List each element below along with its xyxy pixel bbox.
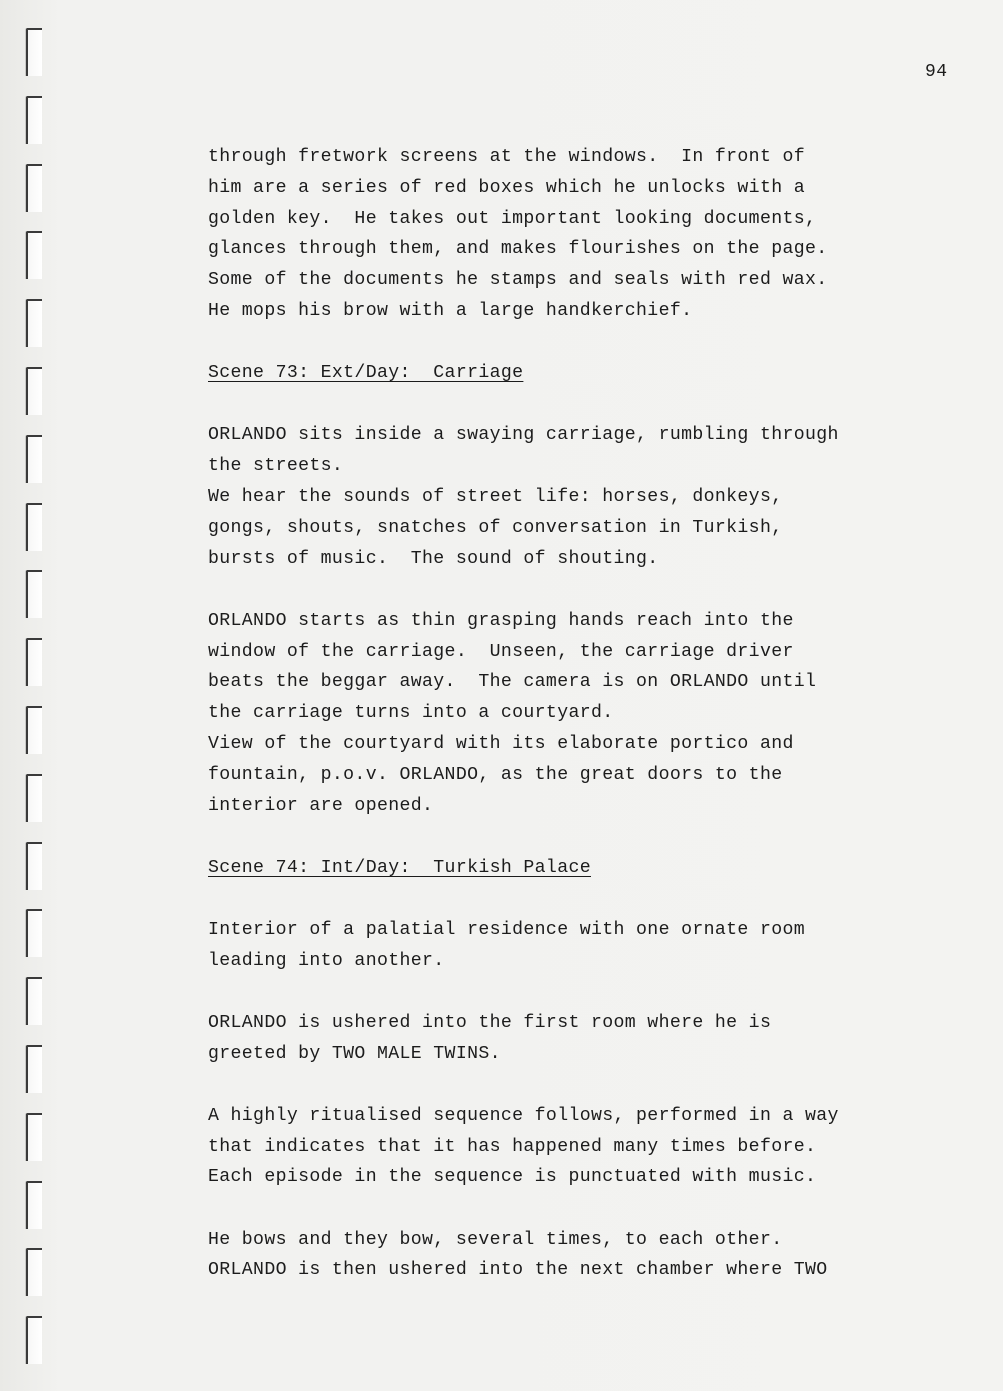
binding-hole xyxy=(26,842,42,890)
action-paragraph xyxy=(208,1008,898,1070)
text-line: fountain, p.o.v. ORLANDO, as the great doors to the xyxy=(208,764,783,785)
text-line: interior are opened. xyxy=(208,795,434,816)
paragraph-gap xyxy=(208,1193,898,1224)
paragraph-gap xyxy=(208,389,898,420)
binding-hole xyxy=(26,1045,42,1093)
text-line: glances through them, and makes flourishes on the page. xyxy=(208,239,828,260)
text-line: him are a series of red boxes which he unlocks with a xyxy=(208,177,806,198)
text-line: gongs, shouts, snatches of conversation in Turkish, xyxy=(208,517,783,538)
scene-heading: Scene 74: Int/Day: Turkish Palace xyxy=(208,857,591,878)
text-line: greeted by TWO MALE TWINS. xyxy=(208,1043,501,1064)
text-line: that indicates that it has happened many times before. xyxy=(208,1136,817,1157)
action-paragraph xyxy=(208,1101,898,1193)
action-paragraph xyxy=(208,420,898,574)
text-line: through fretwork screens at the windows. In front of xyxy=(208,147,806,167)
binding-hole xyxy=(26,570,42,618)
binding-hole xyxy=(26,909,42,957)
binding-hole xyxy=(26,231,42,279)
scene-heading: Scene 73: Ext/Day: Carriage xyxy=(208,363,524,384)
binding-hole xyxy=(26,774,42,822)
paragraph-gap xyxy=(208,574,898,605)
text-line: the carriage turns into a courtyard. xyxy=(208,703,614,724)
text-line: View of the courtyard with its elaborate portico and xyxy=(208,733,794,754)
binding-hole xyxy=(26,299,42,347)
text-line: He bows and they bow, several times, to each other. xyxy=(208,1229,783,1250)
binding-hole xyxy=(26,503,42,551)
text-line: leading into another. xyxy=(208,950,445,971)
text-line: golden key. He takes out important looking documents, xyxy=(208,208,817,229)
binding-hole xyxy=(26,28,42,76)
paragraph-gap xyxy=(208,1069,898,1100)
text-line: ORLANDO sits inside a swaying carriage, rumbling through xyxy=(208,425,839,446)
paragraph-gap xyxy=(208,884,898,915)
paragraph-gap xyxy=(208,976,898,1007)
binding-holes xyxy=(0,0,60,1391)
text-line: He mops his brow with a large handkerchief. xyxy=(208,300,693,321)
text-line: A highly ritualised sequence follows, performed in a way xyxy=(208,1105,839,1126)
page-number: 94 xyxy=(925,62,948,82)
text-line: Each episode in the sequence is punctuated with music. xyxy=(208,1167,817,1188)
script-content xyxy=(208,142,898,1286)
text-line: ORLANDO is ushered into the first room where he is xyxy=(208,1012,772,1033)
binding-hole xyxy=(26,638,42,686)
text-line: bursts of music. The sound of shouting. xyxy=(208,548,659,569)
binding-hole xyxy=(26,367,42,415)
action-paragraph xyxy=(208,1225,898,1287)
action-paragraph xyxy=(208,142,898,327)
binding-hole xyxy=(26,1316,42,1364)
paragraph-gap xyxy=(208,821,898,852)
binding-hole xyxy=(26,1113,42,1161)
binding-hole xyxy=(26,164,42,212)
text-line: the streets. xyxy=(208,456,344,477)
binding-hole xyxy=(26,96,42,144)
binding-hole xyxy=(26,977,42,1025)
paragraph-gap xyxy=(208,327,898,358)
text-line: ORLANDO is then ushered into the next chamber where TWO xyxy=(208,1260,828,1281)
text-line: Interior of a palatial residence with one ornate room xyxy=(208,919,806,940)
text-line: ORLANDO starts as thin grasping hands reach into the xyxy=(208,610,794,631)
action-paragraph xyxy=(208,606,898,822)
text-line: We hear the sounds of street life: horses, donkeys, xyxy=(208,486,783,507)
text-line: Some of the documents he stamps and seals with red wax. xyxy=(208,270,828,291)
binding-hole xyxy=(26,435,42,483)
binding-hole xyxy=(26,706,42,754)
action-paragraph xyxy=(208,915,898,977)
text-line: window of the carriage. Unseen, the carriage driver xyxy=(208,641,794,662)
text-line: beats the beggar away. The camera is on ORLANDO until xyxy=(208,672,817,693)
binding-hole xyxy=(26,1181,42,1229)
binding-hole xyxy=(26,1248,42,1296)
